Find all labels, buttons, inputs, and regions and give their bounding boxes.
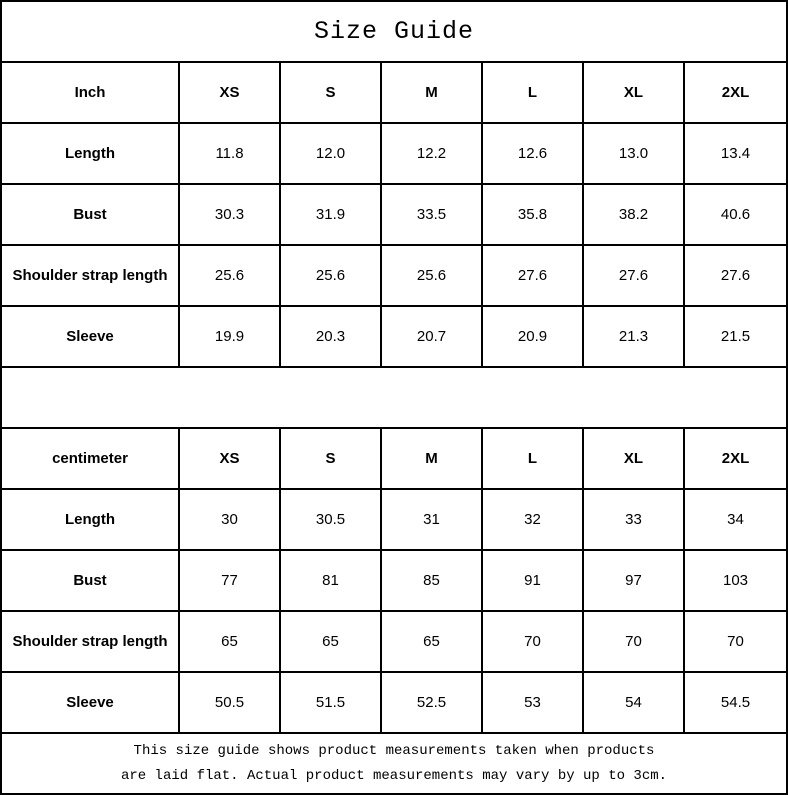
value-cell: 70 bbox=[727, 633, 744, 650]
inch-sleeve-row bbox=[2, 307, 786, 368]
value-cell: 65 bbox=[382, 612, 483, 671]
inch-length-row bbox=[2, 124, 786, 185]
value-cell: 19.9 bbox=[180, 307, 281, 366]
value-cell: 27.6 bbox=[720, 267, 751, 284]
value-cell: 12.6 bbox=[483, 124, 584, 183]
cm-bust-row bbox=[2, 551, 786, 612]
size-header-s: S bbox=[281, 63, 382, 122]
value-cell: 30.3 bbox=[180, 185, 281, 244]
size-header-2xl: 2XL bbox=[721, 84, 750, 101]
title-row bbox=[2, 2, 786, 63]
row-label: Sleeve bbox=[2, 673, 180, 732]
value-cell: 30.5 bbox=[281, 490, 382, 549]
value-cell: 30 bbox=[180, 490, 281, 549]
cm-length-row bbox=[2, 490, 786, 551]
value-cell: 54.5 bbox=[720, 694, 751, 711]
value-cell: 91 bbox=[483, 551, 584, 610]
size-header-l: L bbox=[483, 63, 584, 122]
value-cell: 70 bbox=[483, 612, 584, 671]
row-label: Length bbox=[2, 124, 180, 183]
value-cell: 51.5 bbox=[281, 673, 382, 732]
value-cell: 53 bbox=[483, 673, 584, 732]
value-cell: 20.7 bbox=[382, 307, 483, 366]
cm-shoulder-row bbox=[2, 612, 786, 673]
row-label: Bust bbox=[2, 185, 180, 244]
page-title: Size Guide bbox=[313, 17, 475, 46]
size-header-xs: XS bbox=[180, 429, 281, 488]
value-cell: 85 bbox=[382, 551, 483, 610]
value-cell: 31.9 bbox=[281, 185, 382, 244]
value-cell: 70 bbox=[584, 612, 685, 671]
size-header-xl: XL bbox=[584, 429, 685, 488]
value-cell: 50.5 bbox=[180, 673, 281, 732]
value-cell: 65 bbox=[180, 612, 281, 671]
row-label: Shoulder strap length bbox=[2, 612, 180, 671]
value-cell: 77 bbox=[180, 551, 281, 610]
value-cell: 32 bbox=[483, 490, 584, 549]
value-cell: 27.6 bbox=[483, 246, 584, 305]
value-cell: 11.8 bbox=[180, 124, 281, 183]
value-cell: 38.2 bbox=[584, 185, 685, 244]
value-cell: 33.5 bbox=[382, 185, 483, 244]
value-cell: 21.5 bbox=[720, 328, 751, 345]
size-header-s: S bbox=[281, 429, 382, 488]
size-header-xs: XS bbox=[180, 63, 281, 122]
size-header-xl: XL bbox=[584, 63, 685, 122]
value-cell: 54 bbox=[584, 673, 685, 732]
value-cell: 33 bbox=[584, 490, 685, 549]
size-header-l: L bbox=[483, 429, 584, 488]
value-cell: 35.8 bbox=[483, 185, 584, 244]
value-cell: 13.0 bbox=[584, 124, 685, 183]
value-cell: 25.6 bbox=[281, 246, 382, 305]
footnote bbox=[2, 734, 786, 793]
size-header-m: M bbox=[382, 63, 483, 122]
value-cell: 20.3 bbox=[281, 307, 382, 366]
value-cell: 21.3 bbox=[584, 307, 685, 366]
inch-shoulder-row bbox=[2, 246, 786, 307]
value-cell: 52.5 bbox=[382, 673, 483, 732]
value-cell: 81 bbox=[281, 551, 382, 610]
value-cell: 20.9 bbox=[483, 307, 584, 366]
inch-unit-header-cell: Inch bbox=[2, 63, 180, 122]
value-cell: 12.0 bbox=[281, 124, 382, 183]
row-label: Length bbox=[2, 490, 180, 549]
row-label: Bust bbox=[2, 551, 180, 610]
spacer-row bbox=[2, 368, 786, 429]
size-header-2xl: 2XL bbox=[721, 450, 750, 467]
cm-sleeve-row bbox=[2, 673, 786, 734]
size-header-m: M bbox=[382, 429, 483, 488]
inch-bust-row bbox=[2, 185, 786, 246]
value-cell: 13.4 bbox=[720, 145, 751, 162]
row-label: Sleeve bbox=[2, 307, 180, 366]
value-cell: 31 bbox=[382, 490, 483, 549]
value-cell: 12.2 bbox=[382, 124, 483, 183]
cm-header-row bbox=[2, 429, 786, 490]
value-cell: 25.6 bbox=[180, 246, 281, 305]
inch-header-row bbox=[2, 63, 786, 124]
cm-unit-header-cell: centimeter bbox=[2, 429, 180, 488]
value-cell: 34 bbox=[727, 511, 744, 528]
value-cell: 103 bbox=[722, 572, 749, 589]
footnote-line-2: are laid flat. Actual product measurements may vary by up to 3cm. bbox=[120, 767, 668, 784]
row-label: Shoulder strap length bbox=[2, 246, 180, 305]
value-cell: 27.6 bbox=[584, 246, 685, 305]
value-cell: 25.6 bbox=[382, 246, 483, 305]
value-cell: 65 bbox=[281, 612, 382, 671]
footnote-line-1: This size guide shows product measurements taken when products bbox=[133, 742, 655, 759]
value-cell: 97 bbox=[584, 551, 685, 610]
value-cell: 40.6 bbox=[720, 206, 751, 223]
